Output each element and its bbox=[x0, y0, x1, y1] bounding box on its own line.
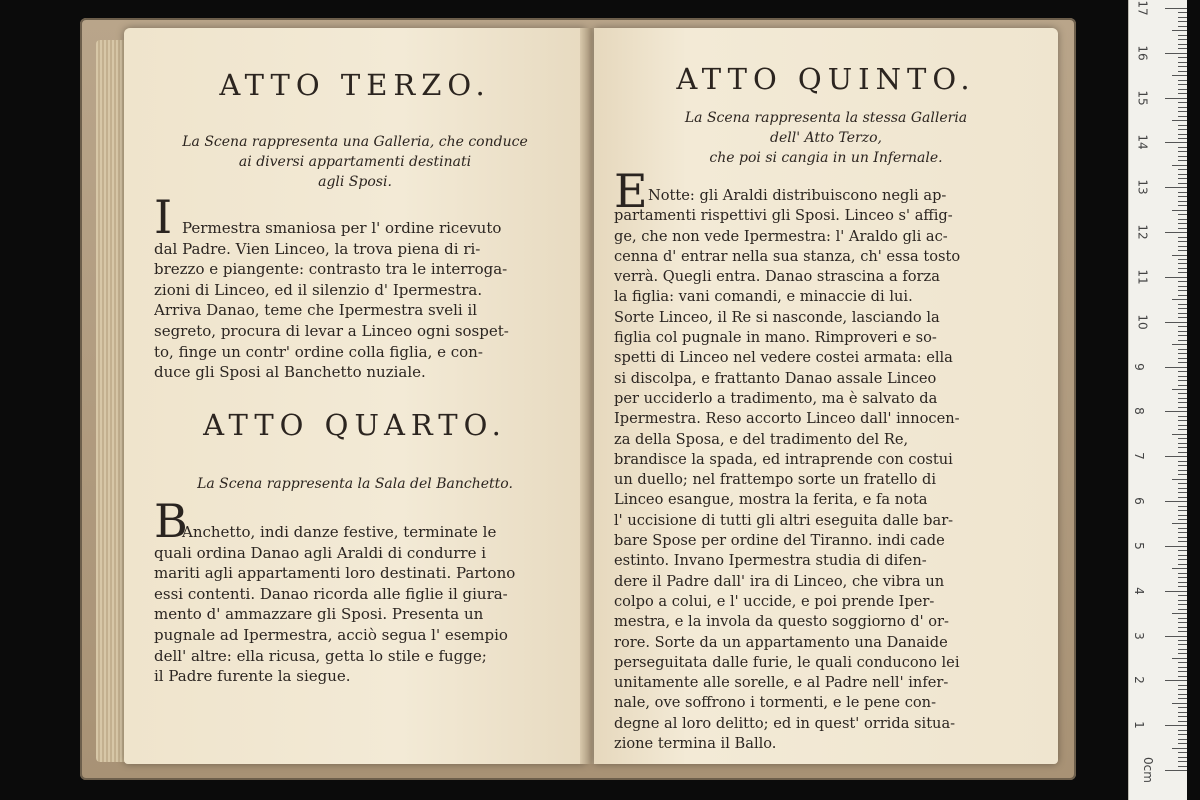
ruler-tick bbox=[1178, 698, 1187, 699]
ruler-tick bbox=[1178, 761, 1187, 762]
text-line: essi contenti. Danao ricorda alle figlie il giura- bbox=[154, 584, 508, 603]
ruler-label: 9 bbox=[1131, 362, 1146, 371]
ruler-tick bbox=[1178, 362, 1187, 363]
ruler-tick bbox=[1172, 30, 1187, 31]
ruler-tick bbox=[1178, 353, 1187, 354]
text-line: nale, ove soffrono i tormenti, e le pene con- bbox=[614, 694, 936, 712]
ruler-tick bbox=[1178, 39, 1187, 40]
ruler-tick bbox=[1178, 237, 1187, 238]
text-line: brandisce la spada, ed intraprende con costui bbox=[614, 450, 953, 468]
ruler-tick bbox=[1178, 730, 1187, 731]
drop-cap: E bbox=[614, 164, 648, 218]
scene-line: agli Sposi. bbox=[318, 174, 392, 190]
scene-line: dell' Atto Terzo, bbox=[770, 130, 882, 146]
ruler-tick bbox=[1178, 174, 1187, 175]
ruler-tick bbox=[1178, 595, 1187, 596]
ruler-tick bbox=[1178, 317, 1187, 318]
text-line: l' uccisione di tutti gli altri eseguita dalle bar- bbox=[614, 511, 954, 529]
ruler-tick bbox=[1172, 210, 1187, 211]
ruler-tick bbox=[1178, 429, 1187, 430]
ruler-tick bbox=[1178, 667, 1187, 668]
ruler-tick bbox=[1178, 506, 1187, 507]
ruler-tick bbox=[1178, 107, 1187, 108]
scene-line: La Scena rappresenta la stessa Galleria bbox=[684, 110, 968, 126]
ruler-tick bbox=[1178, 649, 1187, 650]
ruler-tick bbox=[1178, 398, 1187, 399]
ruler-tick bbox=[1178, 752, 1187, 753]
text-line: brezzo e piangente: contrasto tra le interroga- bbox=[154, 260, 508, 279]
ruler-tick bbox=[1178, 519, 1187, 520]
ruler-tick bbox=[1178, 609, 1187, 610]
ruler-tick bbox=[1178, 44, 1187, 45]
ruler-tick bbox=[1172, 255, 1187, 256]
ruler-tick bbox=[1178, 627, 1187, 628]
ruler-tick bbox=[1178, 259, 1187, 260]
ruler-tick bbox=[1178, 183, 1187, 184]
drop-cap: B bbox=[154, 494, 188, 548]
ruler-tick bbox=[1165, 546, 1187, 547]
ruler-tick bbox=[1165, 501, 1187, 502]
ruler-tick bbox=[1165, 367, 1187, 368]
ruler-tick bbox=[1178, 631, 1187, 632]
text-line: mestra, e la invola da questo soggiorno d' or- bbox=[614, 613, 949, 631]
ruler-label: 5 bbox=[1131, 542, 1146, 550]
ruler-label: 15 bbox=[1135, 90, 1150, 106]
ruler-tick bbox=[1178, 376, 1187, 377]
scene-line: La Scena rappresenta una Galleria, che conduce bbox=[182, 134, 528, 150]
ruler-tick bbox=[1172, 389, 1187, 390]
ruler-tick bbox=[1178, 326, 1187, 327]
ruler-tick bbox=[1178, 308, 1187, 309]
scene-line: ai diversi appartamenti destinati bbox=[238, 154, 472, 170]
ruler-tick bbox=[1178, 48, 1187, 49]
act-title-terzo: ATTO TERZO. bbox=[219, 68, 491, 102]
ruler-tick bbox=[1165, 142, 1187, 143]
text-line: estinto. Invano Ipermestra studia di difen- bbox=[614, 552, 927, 570]
scene-line: La Scena rappresenta la Sala del Banchetto. bbox=[197, 476, 513, 492]
ruler-tick bbox=[1178, 644, 1187, 645]
ruler-tick bbox=[1178, 205, 1187, 206]
text-line: dere il Padre dall' ira di Linceo, che vibra un bbox=[614, 572, 945, 590]
ruler-tick bbox=[1178, 474, 1187, 475]
scene-line: che poi si cangia in un Infernale. bbox=[709, 150, 943, 166]
ruler-tick bbox=[1178, 425, 1187, 426]
ruler-tick bbox=[1178, 537, 1187, 538]
text-line: ge, che non vede Ipermestra: l' Araldo gli ac- bbox=[614, 227, 948, 245]
ruler-tick bbox=[1178, 541, 1187, 542]
text-line: degne al loro delitto; ed in quest' orrida situa- bbox=[614, 714, 956, 732]
ruler-tick bbox=[1165, 725, 1187, 726]
text-line: Linceo esangue, mostra la ferita, e fa nota bbox=[614, 491, 928, 509]
ruler-tick bbox=[1178, 483, 1187, 484]
ruler-tick bbox=[1178, 438, 1187, 439]
ruler-tick bbox=[1178, 71, 1187, 72]
ruler-tick bbox=[1178, 380, 1187, 381]
ruler-tick bbox=[1165, 770, 1187, 771]
ruler-tick bbox=[1178, 447, 1187, 448]
ruler-tick bbox=[1165, 53, 1187, 54]
text-line: un duello; nel frattempo sorte un fratello di bbox=[614, 471, 937, 489]
ruler-tick bbox=[1178, 685, 1187, 686]
ruler-tick bbox=[1178, 492, 1187, 493]
left-page bbox=[124, 28, 586, 764]
ruler-tick bbox=[1178, 219, 1187, 220]
ruler-tick bbox=[1178, 743, 1187, 744]
ruler-tick bbox=[1178, 214, 1187, 215]
ruler-tick bbox=[1178, 196, 1187, 197]
text-line: cenna d' entrar nella sua stanza, ch' essa tosto bbox=[614, 247, 961, 265]
ruler-tick bbox=[1172, 299, 1187, 300]
ruler-tick bbox=[1178, 488, 1187, 489]
text-line: segreto, procura di levar a Linceo ogni sospet- bbox=[154, 321, 509, 340]
ruler-tick bbox=[1178, 156, 1187, 157]
ruler-tick bbox=[1178, 716, 1187, 717]
ruler-tick bbox=[1178, 151, 1187, 152]
text-line: per ucciderlo a tradimento, ma è salvato da bbox=[614, 389, 938, 407]
ruler-tick bbox=[1172, 75, 1187, 76]
paragraph-quinto bbox=[614, 186, 1034, 754]
ruler-tick bbox=[1178, 340, 1187, 341]
ruler-label: 16 bbox=[1135, 45, 1150, 61]
ruler-tick bbox=[1178, 26, 1187, 27]
ruler-tick bbox=[1178, 102, 1187, 103]
ruler-tick bbox=[1165, 636, 1187, 637]
ruler-tick bbox=[1178, 734, 1187, 735]
ruler-tick bbox=[1178, 268, 1187, 269]
ruler-tick bbox=[1172, 523, 1187, 524]
ruler-tick bbox=[1178, 739, 1187, 740]
ruler-tick bbox=[1172, 479, 1187, 480]
text-line: quali ordina Danao agli Araldi di condurre i bbox=[154, 543, 487, 562]
ruler-tick bbox=[1178, 80, 1187, 81]
text-line: verrà. Quegli entra. Danao strascina a forza bbox=[614, 268, 940, 286]
text-line: figlia col pugnale in mano. Rimproveri e so- bbox=[614, 329, 937, 347]
ruler-tick bbox=[1165, 591, 1187, 592]
text-line: spetti di Linceo nel vedere costei armata: ella bbox=[614, 349, 953, 367]
text-line: duce gli Sposi al Banchetto nuziale. bbox=[154, 363, 426, 382]
ruler-tick bbox=[1178, 125, 1187, 126]
text-line: perseguitata dalle furie, le quali conducono lei bbox=[614, 653, 960, 671]
ruler-tick bbox=[1178, 640, 1187, 641]
ruler-label: 1 bbox=[1131, 721, 1146, 729]
act-title-quinto: ATTO QUINTO. bbox=[676, 62, 976, 96]
ruler-tick bbox=[1165, 411, 1187, 412]
ruler-tick bbox=[1165, 680, 1187, 681]
ruler-tick bbox=[1178, 304, 1187, 305]
ruler-tick bbox=[1178, 510, 1187, 511]
ruler-label: 8 bbox=[1131, 407, 1146, 416]
text-line: Permestra smaniosa per l' ordine ricevuto bbox=[182, 219, 502, 237]
ruler-tick bbox=[1178, 241, 1187, 242]
right-page bbox=[594, 28, 1058, 764]
text-line: si discolpa, e frattanto Danao assale Linceo bbox=[614, 369, 937, 387]
ruler-tick bbox=[1178, 528, 1187, 529]
ruler-tick bbox=[1178, 461, 1187, 462]
ruler-tick bbox=[1178, 246, 1187, 247]
text-line: rore. Sorte da un appartamento una Danaide bbox=[614, 633, 948, 651]
ruler-tick bbox=[1178, 358, 1187, 359]
ruler-tick bbox=[1165, 8, 1187, 9]
ruler-tick bbox=[1178, 192, 1187, 193]
ruler-tick bbox=[1172, 165, 1187, 166]
ruler-tick bbox=[1178, 178, 1187, 179]
ruler-tick bbox=[1178, 452, 1187, 453]
ruler-tick bbox=[1178, 66, 1187, 67]
ruler-tick bbox=[1178, 286, 1187, 287]
ruler-tick bbox=[1178, 573, 1187, 574]
ruler-tick bbox=[1178, 147, 1187, 148]
ruler-tick bbox=[1178, 138, 1187, 139]
ruler-tick bbox=[1178, 577, 1187, 578]
scene-description-quarto bbox=[124, 474, 586, 494]
page-edges bbox=[96, 40, 126, 762]
ruler-label: 6 bbox=[1131, 497, 1146, 505]
ruler-tick bbox=[1178, 586, 1187, 587]
ruler-tick bbox=[1178, 331, 1187, 332]
ruler-tick bbox=[1178, 228, 1187, 229]
text-line: mento d' ammazzare gli Sposi. Presenta un bbox=[154, 605, 484, 624]
ruler-tick bbox=[1178, 263, 1187, 264]
text-line: dell' altre: ella ricusa, getta lo stile e fugge; bbox=[154, 646, 487, 665]
ruler-label: 11 bbox=[1135, 269, 1150, 285]
text-line: Anchetto, indi danze festive, terminate le bbox=[182, 523, 497, 541]
ruler-tick bbox=[1178, 93, 1187, 94]
ruler-label: 14 bbox=[1135, 134, 1150, 151]
ruler-tick bbox=[1178, 420, 1187, 421]
ruler-tick bbox=[1178, 116, 1187, 117]
text-line: Arriva Danao, teme che Ipermestra sveli il bbox=[154, 301, 478, 320]
ruler-tick bbox=[1178, 281, 1187, 282]
ruler-tick bbox=[1165, 322, 1187, 323]
ruler-tick bbox=[1172, 658, 1187, 659]
ruler-tick bbox=[1172, 344, 1187, 345]
ruler-tick bbox=[1178, 21, 1187, 22]
ruler-tick bbox=[1178, 290, 1187, 291]
ruler-tick bbox=[1165, 277, 1187, 278]
ruler-tick bbox=[1178, 470, 1187, 471]
ruler-label: 13 bbox=[1135, 179, 1150, 195]
ruler-tick bbox=[1178, 622, 1187, 623]
ruler-tick bbox=[1178, 689, 1187, 690]
ruler-tick bbox=[1178, 402, 1187, 403]
ruler-tick bbox=[1178, 250, 1187, 251]
text-line: partamenti rispettivi gli Sposi. Linceo s' affig- bbox=[614, 207, 953, 225]
ruler-tick bbox=[1178, 335, 1187, 336]
ruler-tick bbox=[1178, 17, 1187, 18]
ruler-tick bbox=[1178, 600, 1187, 601]
text-line: unitamente alle sorelle, e al Padre nell' infer- bbox=[614, 674, 949, 692]
scene-description-quinto bbox=[594, 108, 1058, 168]
ruler-label: 12 bbox=[1135, 224, 1150, 240]
ruler-tick bbox=[1178, 465, 1187, 466]
ruler-tick bbox=[1178, 84, 1187, 85]
text-line: zione termina il Ballo. bbox=[614, 735, 777, 753]
ruler-tick bbox=[1178, 111, 1187, 112]
ruler-tick bbox=[1178, 349, 1187, 350]
text-line: dal Padre. Vien Linceo, la trova piena di ri- bbox=[154, 239, 481, 258]
scene-description-terzo bbox=[124, 132, 586, 192]
ruler-tick bbox=[1178, 550, 1187, 551]
ruler-label: 10 bbox=[1135, 314, 1150, 330]
ruler-tick bbox=[1178, 707, 1187, 708]
ruler-tick bbox=[1178, 662, 1187, 663]
ruler-tick bbox=[1178, 618, 1187, 619]
ruler-tick bbox=[1178, 371, 1187, 372]
ruler-label: 7 bbox=[1131, 452, 1146, 461]
ruler-tick bbox=[1178, 694, 1187, 695]
text-line: il Padre furente la siegue. bbox=[154, 667, 351, 686]
text-line: Sorte Linceo, il Re si nasconde, lasciando la bbox=[614, 308, 940, 326]
paragraph-quarto bbox=[154, 524, 564, 687]
ruler-tick bbox=[1178, 169, 1187, 170]
ruler-tick bbox=[1172, 120, 1187, 121]
ruler-tick bbox=[1178, 393, 1187, 394]
ruler-tick bbox=[1172, 568, 1187, 569]
ruler-tick bbox=[1178, 385, 1187, 386]
ruler-tick bbox=[1178, 515, 1187, 516]
text-line: bare Spose per ordine del Tiranno. indi cade bbox=[614, 532, 945, 550]
ruler-tick bbox=[1178, 295, 1187, 296]
paragraph-terzo bbox=[154, 220, 564, 383]
ruler-tick bbox=[1172, 613, 1187, 614]
text-line: zioni di Linceo, ed il silenzio d' Ipermestra. bbox=[154, 280, 483, 299]
ruler-label: 3 bbox=[1131, 631, 1146, 640]
ruler-tick bbox=[1178, 223, 1187, 224]
ruler-tick bbox=[1178, 272, 1187, 273]
act-title-quarto: ATTO QUARTO. bbox=[203, 408, 507, 442]
ruler-tick bbox=[1178, 604, 1187, 605]
ruler-tick bbox=[1172, 748, 1187, 749]
ruler-tick bbox=[1178, 57, 1187, 58]
text-line: Ipermestra. Reso accorto Linceo dall' innocen- bbox=[614, 410, 960, 428]
ruler-tick bbox=[1178, 134, 1187, 135]
ruler-label: 17 bbox=[1135, 0, 1150, 16]
ruler-label: 2 bbox=[1131, 676, 1146, 685]
ruler-label: 4 bbox=[1131, 586, 1146, 595]
ruler-tick bbox=[1178, 757, 1187, 758]
text-line: to, finge un contr' ordine colla figlia, e con- bbox=[154, 342, 483, 361]
ruler-tick bbox=[1178, 443, 1187, 444]
ruler-tick bbox=[1178, 416, 1187, 417]
ruler-tick bbox=[1178, 160, 1187, 161]
ruler-tick bbox=[1178, 653, 1187, 654]
ruler-tick bbox=[1178, 129, 1187, 130]
text-line: mariti agli appartamenti loro destinati. Partono bbox=[154, 564, 516, 583]
ruler-label: 0cm bbox=[1140, 757, 1155, 783]
ruler-tick bbox=[1178, 712, 1187, 713]
ruler-tick bbox=[1178, 564, 1187, 565]
ruler-tick bbox=[1165, 456, 1187, 457]
text-line: pugnale ad Ipermestra, acciò segua l' esempio bbox=[154, 625, 508, 644]
ruler-tick bbox=[1178, 35, 1187, 36]
drop-cap: I bbox=[154, 190, 173, 244]
ruler-tick bbox=[1178, 559, 1187, 560]
ruler-tick bbox=[1178, 676, 1187, 677]
ruler-tick bbox=[1178, 582, 1187, 583]
text-line: colpo a colui, e l' uccide, e poi prende Iper- bbox=[614, 592, 935, 610]
text-line: Notte: gli Araldi distribuiscono negli ap- bbox=[648, 187, 947, 204]
text-line: za della Sposa, e del tradimento del Re, bbox=[614, 430, 909, 448]
ruler-tick bbox=[1172, 434, 1187, 435]
ruler-tick bbox=[1178, 407, 1187, 408]
ruler-tick bbox=[1165, 232, 1187, 233]
ruler-tick bbox=[1178, 766, 1187, 767]
ruler-tick bbox=[1178, 313, 1187, 314]
ruler-tick bbox=[1178, 532, 1187, 533]
ruler-tick bbox=[1178, 62, 1187, 63]
ruler-tick bbox=[1178, 89, 1187, 90]
ruler-tick bbox=[1178, 201, 1187, 202]
ruler-tick bbox=[1178, 497, 1187, 498]
text-line: la figlia: vani comandi, e minaccie di lui. bbox=[614, 288, 913, 306]
ruler-tick bbox=[1178, 671, 1187, 672]
ruler-tick bbox=[1165, 98, 1187, 99]
ruler-tick bbox=[1172, 703, 1187, 704]
measurement-ruler bbox=[1128, 0, 1187, 800]
ruler-tick bbox=[1165, 187, 1187, 188]
ruler-tick bbox=[1178, 12, 1187, 13]
ruler-tick bbox=[1178, 721, 1187, 722]
ruler-tick bbox=[1178, 555, 1187, 556]
